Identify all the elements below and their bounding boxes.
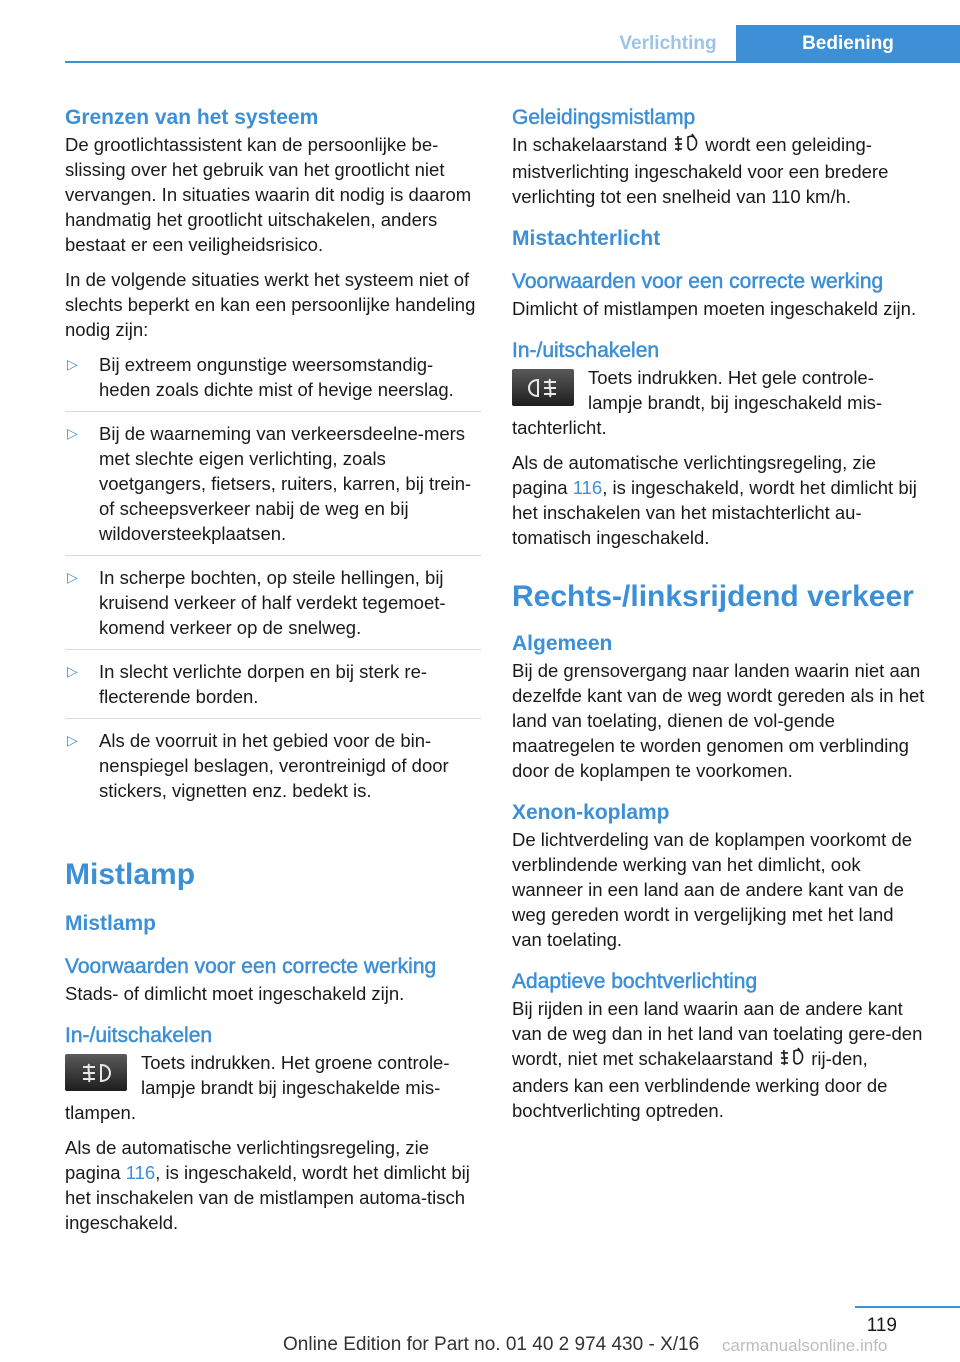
tab-verlichting[interactable]: Verlichting: [619, 33, 717, 54]
grenzen-paragraph-1: De grootlichtassistent kan de persoonlijke be-slissing over het gebruik van het grootlicht niet vervangen. In situaties waarin dit nodig is daarom handmatig het grootlicht uitschakelen, anders bestaat er een veiligheidsrisico.: [65, 134, 472, 255]
triangle-bullet-icon: ▷: [67, 569, 78, 585]
algemeen-text: Bij de grensovergang naar landen waarin niet aan dezelfde kant van de weg wordt gereden als in het land van toelating, dienen de vol-gende maatregelen te worden genomen om verblinding door de koplampen te voorkomen.: [512, 660, 925, 782]
rear-fog-switch-block: [512, 365, 928, 440]
subsection-title-inuit-r: In-/uitschakelen: [512, 339, 660, 363]
list-item-text: Bij extreem ongunstige weersomstandig-heden zoals dichte mist of hevige neerslag.: [99, 354, 454, 400]
auto-paragraph-r: [512, 450, 928, 550]
section-title-adaptief: Adaptieve bochtverlichting: [512, 970, 758, 994]
list-item: [65, 421, 481, 556]
triangle-bullet-icon: ▷: [67, 732, 78, 748]
section-title-algemeen: Algemeen: [512, 632, 613, 656]
auto-paragraph: [65, 1135, 481, 1235]
section-title-mistachterlicht: Mistachterlicht: [512, 227, 661, 251]
list-item-text: Als de voorruit in het gebied voor de bin-nenspiegel beslagen, verontreinigd of door stickers, vignetten enz. bedekt is.: [99, 730, 449, 801]
page-number: 119: [866, 1315, 897, 1336]
inuit-text-r: Toets indrukken. Het gele controle-lampje brandt, bij ingeschakeld mis-tachterlicht.: [512, 367, 883, 439]
xenon-text: De lichtverdeling van de koplampen voorkomt de verblindende werking van het dimlicht, ook wanneer in een land aan de andere kant van de weg gereden wordt in vergelijking met het land van toelating.: [512, 829, 913, 951]
auto-text-pre: Als de automatische verlichtingsregeling, zie pagina: [65, 1137, 430, 1183]
grenzen-paragraph-2: In de volgende situaties werkt het systeem niet of slechts beperkt en kan een persoonlijke handeling nodig zijn:: [65, 269, 476, 340]
section-title-mistlamp: Mistlamp: [65, 912, 157, 935]
subsection-title-inuit: In-/uitschakelen: [65, 1024, 213, 1047]
adaptief-text-pre: Bij rijden in een land waarin aan de andere kant van de weg dan in het land van toelating gere-den wordt, niet met schakelaarstand: [512, 998, 923, 1070]
auto-text-post-r: , is ingeschakeld, wordt het dimlicht bij het inschakelen van het mistachterlicht au-tomatisch ingeschakeld.: [512, 477, 917, 549]
list-item: [65, 352, 481, 412]
list-item-text: In scherpe bochten, op steile hellingen, bij kruisend verkeer of half verdekt tegemoet-komend verkeer op de snelweg.: [99, 567, 446, 638]
rear-fog-lamp-icon: [512, 369, 574, 406]
triangle-bullet-icon: ▷: [67, 356, 78, 372]
list-item: [65, 659, 481, 719]
left-column: [65, 104, 481, 1245]
page-link-116[interactable]: 116: [125, 1162, 156, 1183]
footer-rule: [855, 1306, 960, 1308]
geleiding-paragraph: [512, 132, 928, 209]
list-item-text: Bij de waarneming van verkeersdeelne-mers met slechte eigen verlichting, zoals voetgangers, fietsers, ruiters, karren, bij trein- of scheepsverkeer nabij de weg en bij wildoversteekplaatsen.: [99, 423, 472, 544]
adaptief-paragraph: [512, 996, 928, 1123]
auto-text-post: , is ingeschakeld, wordt het dimlicht bij het inschakelen van de mistlampen automa-tisch ingeschakeld.: [65, 1162, 470, 1233]
chapter-title-mistlamp: Mistlamp: [65, 858, 196, 891]
watermark: carmanualsonline.info: [722, 1336, 888, 1355]
list-item: [65, 565, 481, 650]
voorwaarden-text-r: Dimlicht of mistlampen moeten ingeschakeld zijn.: [512, 298, 917, 320]
section-title-grenzen: Grenzen van het systeem: [65, 106, 319, 129]
online-edition-label: Online Edition for Part no. 01 40 2 974 430 - X/16: [283, 1334, 700, 1355]
page-link-116-r[interactable]: 116: [572, 477, 603, 499]
subsection-title-voorwaarden-r: Voorwaarden voor een correcte werking: [512, 270, 884, 294]
right-column: [512, 104, 928, 1133]
subsection-title-voorwaarden: Voorwaarden voor een correcte werking: [65, 955, 437, 978]
front-fog-lamp-icon: [65, 1054, 127, 1091]
geleiding-text-pre: In schakelaarstand: [512, 134, 668, 155]
situations-list: [65, 352, 481, 812]
adaptief-text-post: rij-den, anders kan een verblindende werking door de bochtverlichting optreden.: [512, 1048, 888, 1122]
fog-auto-position-icon: [673, 133, 699, 159]
fog-auto-position-icon: [779, 1047, 805, 1073]
section-title-xenon: Xenon-koplamp: [512, 801, 670, 825]
voorwaarden-text: Stads- of dimlicht moet ingeschakeld zijn.: [65, 983, 405, 1004]
tab-bediening[interactable]: Bediening: [736, 25, 960, 62]
chapter-title-rechts-links: Rechts-/linksrijdend verkeer: [512, 580, 914, 614]
front-fog-switch-block: [65, 1050, 481, 1125]
list-item: [65, 728, 481, 812]
inuit-text: Toets indrukken. Het groene controle-lampje brandt bij ingeschakelde mis-tlampen.: [65, 1052, 450, 1123]
triangle-bullet-icon: ▷: [67, 663, 78, 679]
auto-text-pre-r: Als de automatische verlichtingsregeling, zie pagina: [512, 452, 877, 499]
geleiding-text-post: wordt een geleiding-mistverlichting ingeschakeld voor een bredere verlichting tot een snelheid van 110 km/h.: [512, 134, 889, 208]
list-item-text: In slecht verlichte dorpen en bij sterk re-flecterende borden.: [99, 661, 428, 707]
section-title-geleiding: Geleidingsmistlamp: [512, 106, 696, 129]
triangle-bullet-icon: ▷: [67, 425, 78, 441]
